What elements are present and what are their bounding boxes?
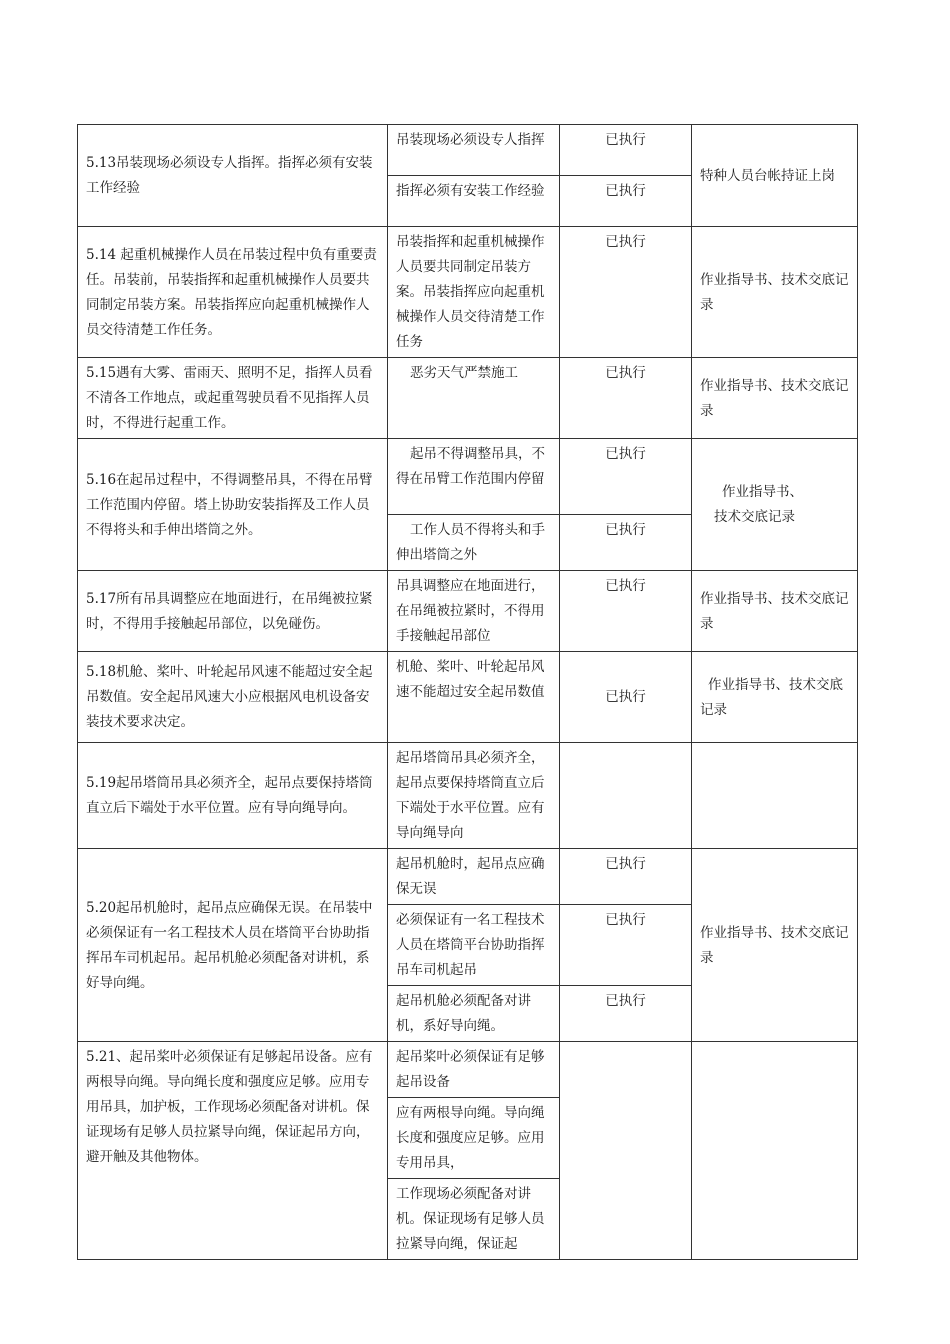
requirement-cell: 5.20起吊机舱时，起吊点应确保无误。在吊装中必须保证有一名工程技术人员在塔筒平台协助指挥吊车司机起吊。起吊机舱必须配备对讲机，系好导向绳。 [78,849,388,1042]
record-cell: 作业指导书、技术交底记录 [692,227,858,358]
requirement-cell: 5.15遇有大雾、雷雨天、照明不足，指挥人员看不清各工作地点，或起重驾驶员看不见指挥人员时，不得进行起重工作。 [78,358,388,439]
record-cell: 特种人员台帐持证上岗 [692,125,858,227]
item-cell: 吊装现场必须设专人指挥 [388,125,560,176]
requirement-cell: 5.19起吊塔筒吊具必须齐全，起吊点要保持塔筒直立后下端处于水平位置。应有导向绳导向。 [78,743,388,849]
status-cell: 已执行 [560,358,692,439]
status-cell: 已执行 [560,439,692,515]
item-cell: 起吊桨叶必须保证有足够起吊设备 [388,1042,560,1098]
record-cell [692,439,858,571]
record-cell: 作业指导书、技术交底记录 [692,571,858,652]
requirement-cell: 5.13吊装现场必须设专人指挥。指挥必须有安装工作经验 [78,125,388,227]
item-cell: 机舱、桨叶、叶轮起吊风速不能超过安全起吊数值 [388,652,560,743]
table-row [78,358,858,439]
table-row [78,125,858,176]
item-text: 恶劣天气严禁施工 [410,365,518,381]
table-row [78,439,858,515]
item-cell: 工作人员不得将头和手伸出塔筒之外 [388,515,560,571]
status-cell: 已执行 [560,571,692,652]
requirement-cell: 5.17所有吊具调整应在地面进行，在吊绳被拉紧时，不得用手接触起吊部位，以免碰伤。 [78,571,388,652]
table-row [78,571,858,652]
item-cell: 必须保证有一名工程技术人员在塔筒平台协助指挥吊车司机起吊 [388,905,560,986]
item-cell: 起吊塔筒吊具必须齐全，起吊点要保持塔筒直立后下端处于水平位置。应有导向绳导向 [388,743,560,849]
status-cell: 已执行 [560,652,692,743]
record-cell [692,743,858,849]
record-cell: 作业指导书、技术交底记录 [692,358,858,439]
status-cell [560,1042,692,1260]
item-cell: 起吊不得调整吊具，不得在吊臂工作范围内停留 [388,439,560,515]
item-cell: 起吊机舱时，起吊点应确保无误 [388,849,560,905]
status-cell: 已执行 [560,849,692,905]
status-cell: 已执行 [560,905,692,986]
requirement-cell: 5.18机舱、桨叶、叶轮起吊风速不能超过安全起吊数值。安全起吊风速大小应根据风电机设备安装技术要求决定。 [78,652,388,743]
table-row [78,1042,858,1098]
status-cell: 已执行 [560,227,692,358]
record-cell: 作业指导书、技术交底记录 [692,849,858,1042]
table-row [78,849,858,905]
item-cell: 吊装指挥和起重机械操作人员要共同制定吊装方案。吊装指挥应向起重机械操作人员交待清楚工作任务 [388,227,560,358]
status-cell [560,743,692,849]
item-cell: 吊具调整应在地面进行，在吊绳被拉紧时，不得用手接触起吊部位 [388,571,560,652]
status-cell: 已执行 [560,986,692,1042]
requirements-table [77,124,858,1260]
item-cell: 工作现场必须配备对讲机。保证现场有足够人员拉紧导向绳，保证起 [388,1179,560,1260]
record-line: 技术交底记录 [714,509,795,525]
status-cell: 已执行 [560,125,692,176]
record-cell: 作业指导书、技术交底记录 [692,652,858,743]
record-cell [692,1042,858,1260]
requirement-cell: 5.14 起重机械操作人员在吊装过程中负有重要责任。吊装前，吊装指挥和起重机械操作人员要共同制定吊装方案。吊装指挥应向起重机械操作人员交待清楚工作任务。 [78,227,388,358]
table-row [78,227,858,358]
table-row [78,743,858,849]
item-cell: 应有两根导向绳。导向绳长度和强度应足够。应用专用吊具， [388,1098,560,1179]
record-line: 作业指导书、 [722,484,803,500]
item-cell: 指挥必须有安装工作经验 [388,176,560,227]
requirement-cell: 5.16在起吊过程中，不得调整吊具，不得在吊臂工作范围内停留。塔上协助安装指挥及工作人员不得将头和手伸出塔筒之外。 [78,439,388,571]
requirement-cell: 5.21、起吊桨叶必须保证有足够起吊设备。应有两根导向绳。导向绳长度和强度应足够。应用专用吊具，加护板，工作现场必须配备对讲机。保证现场有足够人员拉紧导向绳，保证起吊方向，避开触及其他物体。 [78,1042,388,1260]
item-cell: 起吊机舱必须配备对讲机，系好导向绳。 [388,986,560,1042]
item-cell [388,358,560,439]
status-cell: 已执行 [560,176,692,227]
table-row [78,652,858,743]
status-cell: 已执行 [560,515,692,571]
